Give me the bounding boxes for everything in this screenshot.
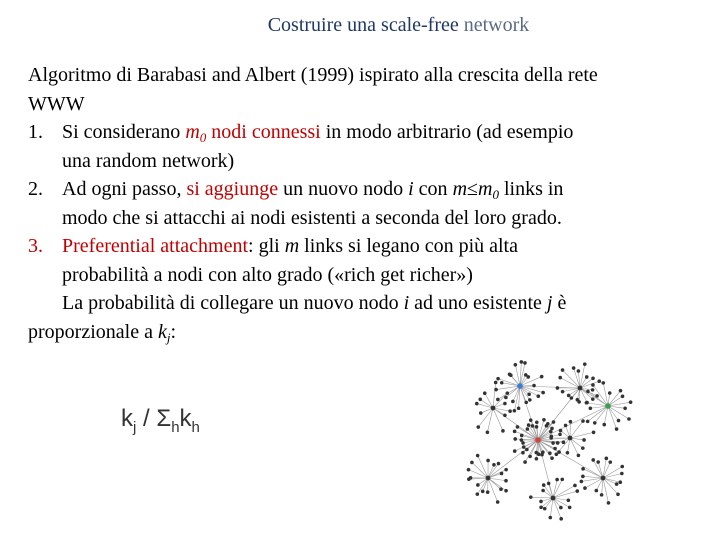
network-node: [513, 409, 517, 413]
network-node: [591, 458, 595, 462]
network-node: [591, 376, 595, 380]
network-node: [500, 381, 504, 385]
network-node: [494, 388, 498, 392]
m0-var: [185, 121, 206, 143]
network-edge: [580, 381, 599, 388]
network-node: [517, 383, 523, 389]
network-node: [577, 454, 581, 458]
network-edge: [478, 456, 488, 478]
network-node: [558, 433, 562, 437]
network-node: [542, 483, 546, 487]
network-node: [569, 420, 573, 424]
title-accent: network: [463, 14, 530, 36]
network-node: [528, 455, 532, 459]
network-node: [595, 394, 599, 398]
network-node: [621, 394, 625, 398]
network-node: [595, 489, 599, 493]
network-node: [581, 475, 585, 479]
prob-text: ad uno esistente: [409, 292, 547, 314]
item-number: 3.: [28, 235, 43, 257]
network-edge: [493, 382, 496, 408]
network-node: [577, 369, 581, 373]
network-node: [615, 482, 619, 486]
network-edge: [603, 473, 622, 478]
network-node: [582, 438, 586, 442]
network-node: [550, 456, 554, 460]
prob-text: proporzionale a: [28, 320, 158, 343]
network-edge: [553, 480, 557, 498]
network-node: [517, 406, 521, 410]
network-node: [559, 517, 563, 521]
network-node: [564, 424, 568, 428]
network-node: [620, 472, 624, 476]
network-edge: [488, 440, 538, 478]
network-node: [513, 437, 517, 441]
formula-sub-h: h: [171, 419, 180, 436]
network-node: [508, 409, 512, 413]
network-node: [615, 427, 619, 431]
network-node: [561, 390, 565, 394]
network-node: [619, 389, 623, 393]
network-node: [531, 424, 535, 428]
m-subscript: 0: [199, 130, 207, 145]
m0-var: [478, 178, 499, 200]
network-node: [478, 398, 482, 402]
network-node: [539, 506, 543, 510]
network-node: [503, 414, 507, 418]
network-node: [586, 390, 590, 394]
network-node: [534, 451, 538, 455]
network-node: [486, 431, 490, 435]
network-node: [543, 507, 547, 511]
network-node: [602, 423, 606, 427]
network-node: [607, 501, 611, 505]
network-node: [567, 498, 571, 502]
network-node: [527, 423, 531, 427]
network-node: [523, 361, 527, 365]
network-node: [567, 394, 571, 398]
item-text: in modo arbitrario (ad esempio: [320, 121, 574, 143]
network-edges: [469, 362, 631, 519]
network-node: [562, 441, 566, 445]
network-node: [549, 430, 553, 434]
network-node: [560, 478, 564, 482]
network-node: [529, 495, 533, 499]
network-node: [542, 418, 546, 422]
network-node: [491, 406, 496, 411]
i-var: i: [408, 178, 414, 200]
network-node: [593, 421, 597, 425]
j-var: j: [546, 292, 553, 314]
network-node: [500, 472, 504, 476]
highlight-text: Preferential attachment: [62, 235, 249, 257]
network-node: [520, 438, 524, 442]
network-edge: [588, 391, 608, 406]
network-edge: [553, 491, 577, 498]
network-node: [585, 401, 589, 405]
network-node: [551, 496, 556, 501]
network-node: [555, 452, 559, 456]
list-item-1: [28, 118, 718, 147]
network-node: [494, 381, 498, 385]
item-number: 1.: [28, 121, 43, 143]
network-node: [496, 398, 500, 402]
network-edge: [531, 497, 553, 498]
network-node: [570, 396, 574, 400]
network-node: [548, 451, 552, 455]
network-node: [581, 446, 585, 450]
network-node: [497, 462, 501, 466]
network-node: [601, 476, 606, 481]
network-node: [511, 400, 515, 404]
m-subscript: 0: [492, 187, 499, 202]
network-node: [627, 417, 631, 421]
network-node: [618, 480, 622, 484]
prob-text: è: [552, 292, 567, 314]
formula-sub-j: j: [133, 419, 137, 436]
network-node: [481, 490, 485, 494]
network-node: [591, 383, 595, 387]
network-node: [589, 406, 593, 410]
network-edge: [538, 388, 580, 440]
network-node: [605, 403, 611, 409]
item-number: 2.: [28, 178, 43, 200]
le-symbol: ≤: [467, 178, 478, 200]
network-node: [585, 375, 589, 379]
network-node: [476, 492, 480, 496]
network-node: [540, 453, 544, 457]
network-node: [504, 489, 508, 493]
network-node: [568, 506, 572, 510]
network-node: [552, 420, 556, 424]
network-node: [521, 451, 525, 455]
network-node: [605, 457, 609, 461]
network-node: [524, 401, 528, 405]
m-symbol: m: [185, 121, 200, 143]
network-node: [539, 500, 543, 504]
network-edge: [570, 438, 578, 455]
network-node: [608, 391, 612, 395]
network-node: [467, 468, 471, 472]
network-node: [586, 420, 590, 424]
list-item-2-cont: modo che si attacchi ai nodi esistenti a seconda del loro grado.: [62, 206, 562, 229]
network-node: [556, 441, 560, 445]
list-item-1-cont: una random network): [62, 149, 235, 172]
network-node: [470, 461, 474, 465]
network-node: [559, 506, 563, 510]
network-node: [476, 454, 480, 458]
network-node: [591, 388, 595, 392]
network-node: [623, 406, 627, 410]
i-var: i: [403, 292, 410, 314]
network-node: [601, 381, 605, 385]
highlight-text: nodi connessi: [206, 121, 321, 143]
network-node: [617, 419, 621, 423]
item-text: con: [413, 178, 453, 200]
network-node: [578, 386, 583, 391]
item-text: links in: [498, 178, 564, 200]
network-node: [591, 397, 595, 401]
network-node: [583, 486, 587, 490]
network-node: [541, 489, 545, 493]
network-node: [528, 398, 532, 402]
network-node: [559, 429, 563, 433]
item-text: Si considerano: [62, 121, 186, 143]
item-text: un nuovo nodo: [278, 178, 409, 200]
k-subscript: j: [166, 329, 171, 345]
network-edge: [493, 393, 507, 408]
network-node: [506, 391, 510, 395]
network-node: [504, 396, 508, 400]
formula-slash: /: [136, 405, 157, 432]
network-node: [555, 478, 559, 482]
network-node: [504, 479, 508, 483]
network-node: [475, 402, 479, 406]
network-node: [592, 431, 596, 435]
network-node: [503, 402, 507, 406]
network-node: [546, 422, 550, 426]
network-node: [616, 492, 620, 496]
network-node: [529, 418, 533, 422]
probability-formula: [121, 405, 200, 436]
network-node: [486, 490, 490, 494]
network-node: [536, 394, 540, 398]
network-node: [573, 484, 577, 488]
m-var: m: [284, 235, 300, 257]
network-node: [566, 451, 570, 455]
network-node: [516, 425, 520, 429]
network-node: [476, 483, 480, 487]
network-node: [597, 379, 601, 383]
network-node: [483, 391, 487, 395]
network-edge: [472, 462, 488, 478]
network-node: [580, 480, 584, 484]
list-item-3-cont: probabilità a nodi con alto grado («rich get richer»): [62, 263, 473, 286]
network-node: [509, 373, 513, 377]
network-node: [496, 377, 500, 381]
network-edge: [603, 478, 608, 503]
k-var: k: [157, 320, 167, 343]
network-node: [523, 460, 527, 464]
network-node: [520, 434, 524, 438]
item-text: links si legano con più alta: [299, 235, 518, 257]
network-node: [551, 441, 555, 445]
m-symbol: m: [478, 178, 493, 200]
network-node: [501, 429, 505, 433]
slide-body: [28, 61, 718, 346]
network-node: [513, 430, 517, 434]
network-node: [547, 482, 551, 486]
item-text: Ad ogni passo,: [62, 178, 187, 200]
formula-k: k: [121, 405, 133, 432]
network-node: [492, 463, 496, 467]
network-node: [520, 360, 524, 364]
highlight-text: si aggiunge: [186, 178, 279, 200]
network-node: [486, 476, 491, 481]
network-node: [535, 457, 539, 461]
network-node: [556, 386, 560, 390]
network-node: [549, 436, 553, 440]
network-node: [532, 384, 536, 388]
network-node: [469, 476, 473, 480]
network-node: [576, 398, 580, 402]
network-node: [504, 468, 508, 472]
prob-text: La probabilità di collegare un nuovo nodo: [62, 292, 404, 314]
network-edge: [608, 406, 617, 429]
network-node: [526, 427, 530, 431]
formula-sub-h: h: [191, 419, 200, 436]
formula-k: k: [179, 405, 192, 432]
network-node: [535, 420, 539, 424]
network-node: [583, 362, 587, 366]
colon: :: [170, 320, 177, 343]
network-node: [568, 436, 573, 441]
title-text: Costruire una scale-free: [267, 14, 464, 36]
network-edge: [520, 377, 542, 386]
network-node: [558, 376, 562, 380]
probability-line-1: [28, 289, 718, 318]
network-node: [527, 392, 531, 396]
network-node: [479, 411, 483, 415]
network-node: [572, 366, 576, 370]
network-node: [540, 375, 544, 379]
network-node: [553, 447, 557, 451]
network-node: [575, 489, 579, 493]
network-node: [526, 375, 530, 379]
slide-title: [0, 14, 720, 37]
network-edge: [603, 478, 618, 494]
network-node: [561, 368, 565, 372]
network-node: [535, 425, 539, 429]
network-node: [522, 445, 526, 449]
network-nodes: [467, 360, 633, 521]
list-item-2: [28, 175, 718, 204]
network-node: [499, 487, 503, 491]
network-node: [581, 467, 585, 471]
m-var: m: [452, 178, 468, 200]
item-text: : gli: [248, 235, 285, 257]
network-node: [514, 363, 518, 367]
network-node: [535, 437, 541, 443]
network-node: [541, 391, 545, 395]
intro-line-2: WWW: [28, 92, 85, 115]
network-node: [608, 460, 612, 464]
network-edge: [586, 403, 608, 406]
network-node: [476, 425, 480, 429]
network-node: [525, 448, 529, 452]
intro-line-1: Algoritmo di Barabasi and Albert (1999) ispirato alla crescita della rete: [28, 64, 598, 86]
network-node: [496, 500, 500, 504]
scale-free-network-image: [458, 338, 648, 530]
network-node: [629, 400, 633, 404]
network-node: [549, 516, 553, 520]
network-node: [596, 460, 600, 464]
network-node: [513, 449, 517, 453]
formula-sigma: Σ: [156, 405, 172, 432]
network-node: [550, 427, 554, 431]
network-node: [620, 465, 624, 469]
network-node: [581, 419, 585, 423]
network-node: [486, 459, 490, 463]
network-node: [600, 493, 604, 497]
list-item-3: [28, 232, 718, 261]
